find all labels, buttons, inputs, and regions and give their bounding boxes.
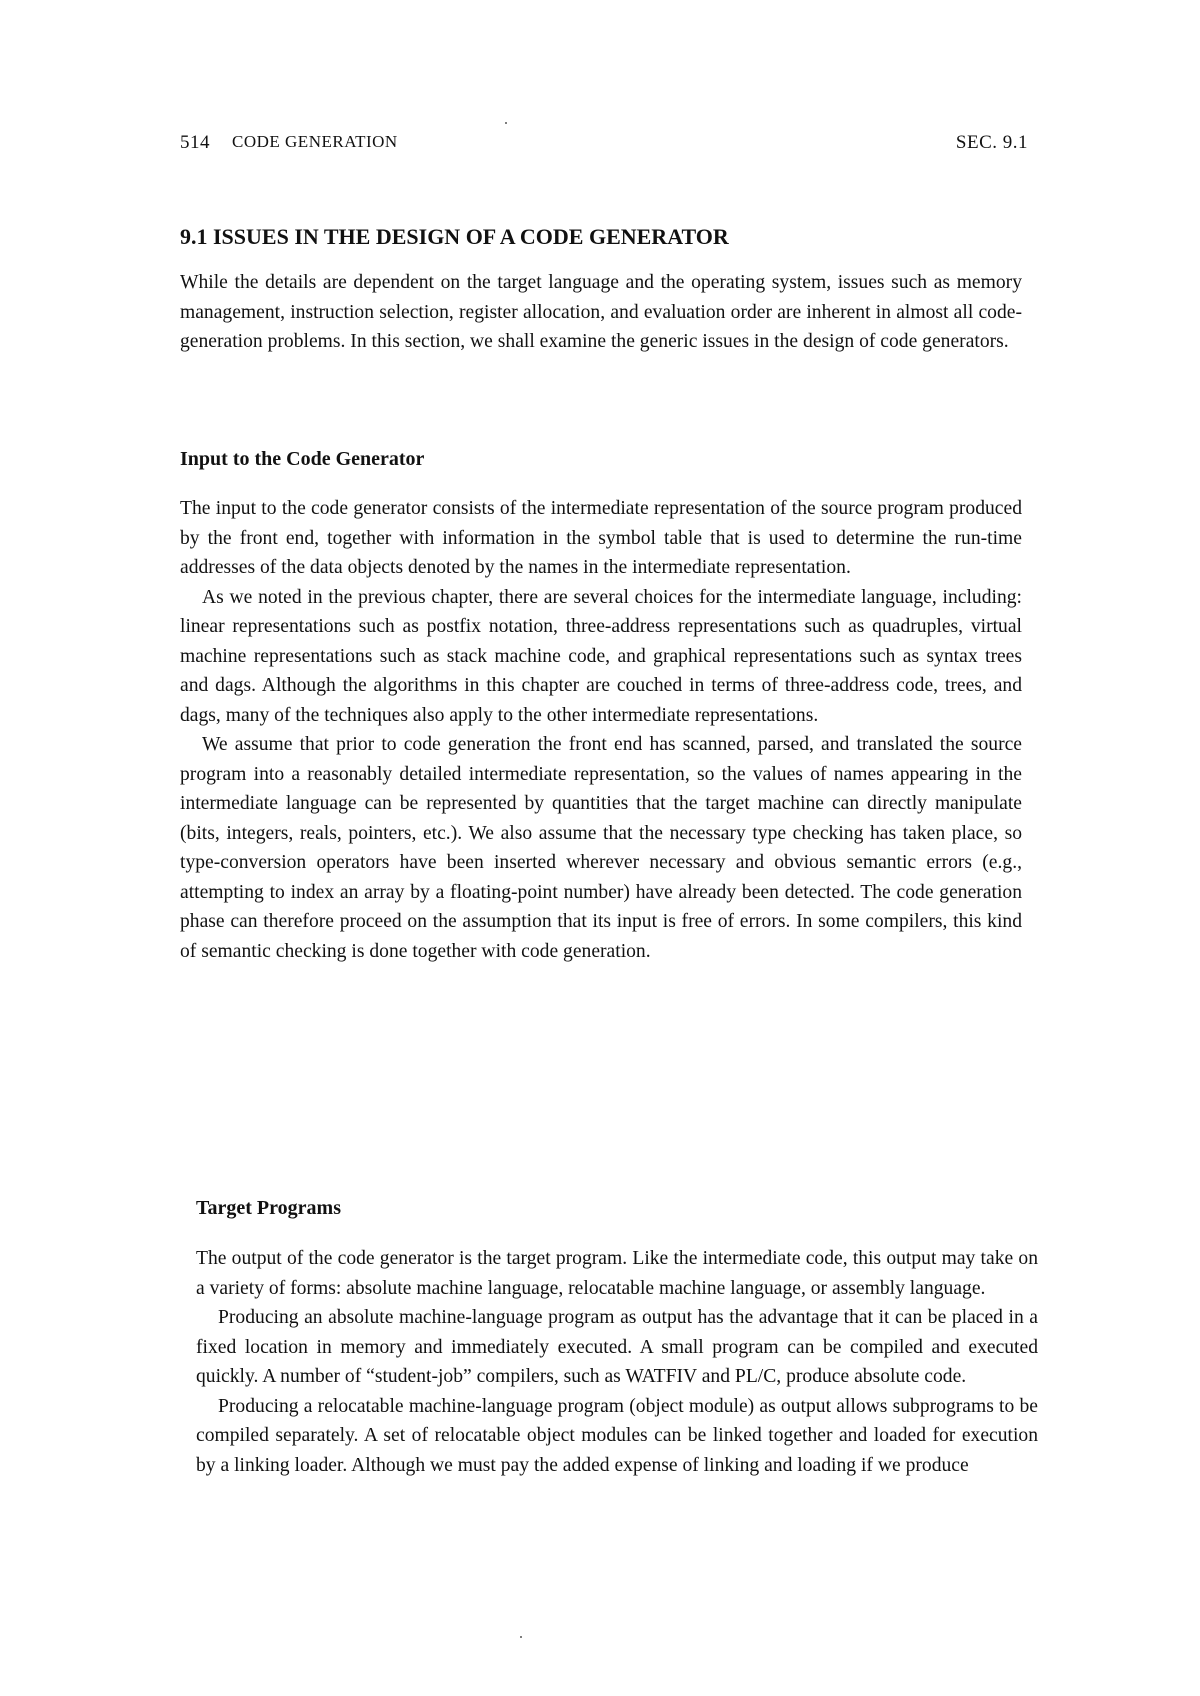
section-title: 9.1 ISSUES IN THE DESIGN OF A CODE GENERATOR [180,224,729,249]
input-paragraph-1: The input to the code generator consists of the intermediate representation of the source program produced by the front end, together with information in the symbol table that is used to determine the run-time addresses of the data objects denoted by the names in the intermediate representation. [180,498,1022,578]
target-section-body [196,1244,1038,1480]
scan-speck [505,122,507,124]
chapter-title: CODE GENERATION [232,132,398,151]
section-label: SEC. 9.1 [955,132,1028,153]
target-paragraph-1: The output of the code generator is the target program. Like the intermediate code, this output may take on a variety of forms: absolute machine language, relocatable machine language, or assembly language. [196,1248,1038,1299]
target-heading: Target Programs [196,1197,341,1219]
scan-speck [520,1636,522,1638]
target-paragraph-2: Producing an absolute machine-language program as output has the advantage that it can be placed in a fixed location in memory and immediately executed. A small program can be compiled and executed quickly. A number of “student-job” compilers, such as WATFIV and PL/C, produce absolute code. [196,1307,1038,1387]
input-paragraph-3: We assume that prior to code generation the front end has scanned, parsed, and translated the source program into a reasonably detailed intermediate representation, so the values of names appearing in the intermediate language can be represented by quantities that the target machine can directly manipulate (bits, integers, reals, pointers, etc.). We also assume that the necessary type checking has taken place, so type-conversion operators have been inserted wherever necessary and obvious semantic errors (e.g., attempting to index an array by a floating-point number) have already been detected. The code generation phase can therefore proceed on the assumption that its input is free of errors. In some compilers, this kind of semantic checking is done together with code generation. [180,734,1022,962]
target-paragraph-3: Producing a relocatable machine-language program (object module) as output allows subprograms to be compiled separately. A set of relocatable object modules can be linked together and loaded for execution by a linking loader. Although we must pay the added expense of linking and loading if we produce [196,1395,1038,1476]
page-number: 514 [180,132,210,153]
intro-paragraph: While the details are dependent on the target language and the operating system, issues such as memory management, instruction selection, register allocation, and evaluation order are inherent in almost all code-generation problems. In this section, we shall examine the generic issues in the design of code generators. [180,272,1022,352]
input-paragraph-2: As we noted in the previous chapter, there are several choices for the intermediate language, including: linear representations such as postfix notation, three-address representations such as quadruples, virtual machine representations such as stack machine code, and graphical representations such as syntax trees and dags. Although the algorithms in this chapter are couched in terms of three-address code, trees, and dags, many of the techniques also apply to the other intermediate representations. [180,586,1022,726]
input-heading: Input to the Code Generator [180,448,425,470]
input-section-body [180,494,1022,966]
running-header [180,132,1028,160]
intro-block [180,268,1022,357]
